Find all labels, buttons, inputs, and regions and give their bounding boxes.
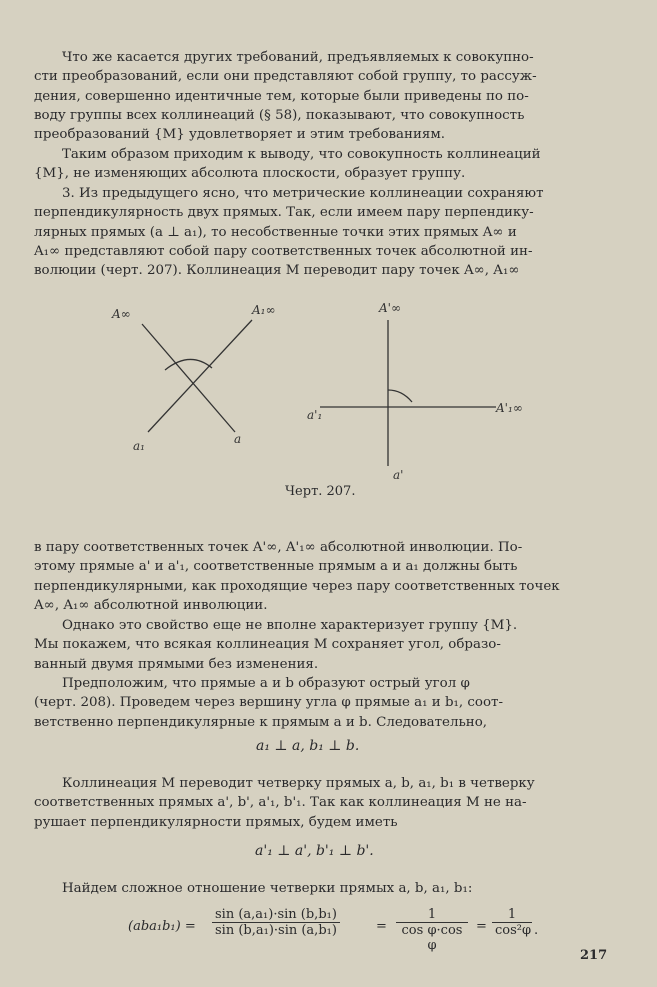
- paragraph-5: [34, 616, 600, 674]
- paragraph-2: [34, 145, 600, 184]
- formula-perpendicular: a₁ ⊥ a, b₁ ⊥ b.: [256, 738, 360, 754]
- text-line: воду группы всех коллинеаций (§ 58), показывают, что совокупность: [34, 107, 525, 123]
- text-line: ванный двумя прямыми без изменения.: [34, 656, 319, 672]
- text-line: дения, совершенно идентичные тем, которые были приведены по по-: [34, 88, 529, 104]
- left-diagram: [142, 320, 252, 432]
- label-A1-prime-inf: A'₁∞: [496, 401, 523, 415]
- text-line: этому прямые a' и a'₁, соответственные прямым a и a₁ должны быть: [34, 559, 518, 575]
- text-line: Коллинеация M переводит четверку прямых a, b, a₁, b₁ в четверку: [62, 776, 535, 791]
- text-line: A₁∞ представляют собой пару соответственных точек абсолютной ин-: [34, 243, 533, 259]
- text-line: сти преобразований, если они представляют собой группу, то рассуж-: [34, 69, 537, 85]
- text-line: преобразований {M} удовлетворяет и этим требованиям.: [34, 127, 446, 143]
- text-line: волюции (черт. 207). Коллинеация M переводит пару точек A∞, A₁∞: [34, 263, 520, 279]
- numerator: sin (a,a₁)·sin (b,b₁): [212, 907, 340, 923]
- text-line: рушает перпендикулярности прямых, будем иметь: [34, 814, 398, 830]
- figure-caption: Черт. 207.: [285, 484, 356, 499]
- cross-ratio-formula: [128, 905, 539, 955]
- text-line: Однако это свойство еще не вполне характеризует группу {M}.: [62, 618, 518, 633]
- text-line: {M}, не изменяющих абсолюта плоскости, образует группу.: [34, 166, 466, 182]
- text-line: Предположим, что прямые a и b образуют острый угол φ: [62, 676, 470, 691]
- denominator: sin (b,a₁)·sin (a,b₁): [215, 923, 337, 938]
- fraction-cos: [396, 907, 468, 953]
- label-a-prime: a': [393, 468, 404, 482]
- text-line: лярных прямых (a ⊥ a₁), то несобственные точки этих прямых A∞ и: [34, 224, 517, 240]
- numerator: 1: [492, 907, 532, 923]
- text-line: в пару соответственных точек A'∞, A'₁∞ абсолютной инволюции. По-: [34, 540, 523, 555]
- label-A-prime-inf: A'∞: [379, 301, 401, 315]
- paragraph-3: [34, 184, 600, 280]
- text-line: Мы покажем, что всякая коллинеация M сохраняет угол, образо-: [34, 637, 501, 653]
- right-angle-arc-2: [388, 390, 412, 402]
- fraction-sines: [212, 907, 340, 938]
- denominator: cos²φ: [495, 923, 532, 938]
- line-a: [142, 324, 235, 432]
- text-line: перпендикулярными, как проходящие через пару соответственных точек: [34, 578, 560, 594]
- equals-sign: =: [476, 919, 487, 934]
- text-line: Таким образом приходим к выводу, что совокупность коллинеаций: [62, 147, 541, 162]
- label-a1: a₁: [133, 439, 145, 453]
- paragraph-1: [34, 48, 600, 144]
- text-line: Найдем сложное отношение четверки прямых a, b, a₁, b₁:: [62, 881, 473, 896]
- label-a: a: [234, 432, 242, 446]
- paragraph-4: [34, 538, 600, 615]
- denominator: cos φ·cos φ: [401, 923, 463, 953]
- paragraph-6: [34, 674, 600, 732]
- fraction-cos-squared: [492, 907, 532, 938]
- line-a1: [148, 320, 252, 432]
- page-number: 217: [580, 948, 608, 963]
- label-A1-inf: A₁∞: [252, 303, 276, 317]
- paragraph-8: [34, 879, 600, 898]
- label-a1-prime: a'₁: [307, 408, 323, 422]
- text-line: A∞, A₁∞ абсолютной инволюции.: [34, 597, 268, 613]
- numerator: 1: [396, 907, 468, 923]
- formula-perpendicular-prime: a'₁ ⊥ a', b'₁ ⊥ b'.: [255, 843, 374, 859]
- right-angle-arc: [165, 359, 212, 370]
- text-line: Что же касается других требований, предъявляемых к совокупно-: [62, 50, 534, 65]
- figure-207: [0, 290, 657, 490]
- text-line: перпендикулярность двух прямых. Так, если имеем пару перпендику-: [34, 205, 534, 221]
- right-diagram: [320, 320, 496, 466]
- equals-sign: =: [376, 919, 387, 934]
- text-line: ветственно перпендикулярные к прямым a и b. Следовательно,: [34, 714, 488, 730]
- text-line: (черт. 208). Проведем через вершину угла φ прямые a₁ и b₁, соот-: [34, 695, 503, 711]
- text-line: соответственных прямых a', b', a'₁, b'₁. Так как коллинеация M не на-: [34, 795, 527, 811]
- period: .: [534, 923, 539, 938]
- formula-lhs: (aba₁b₁) =: [128, 919, 196, 934]
- paragraph-7: [34, 774, 600, 832]
- text-line: 3. Из предыдущего ясно, что метрические коллинеации сохраняют: [62, 186, 544, 201]
- label-A-inf: A∞: [112, 307, 131, 321]
